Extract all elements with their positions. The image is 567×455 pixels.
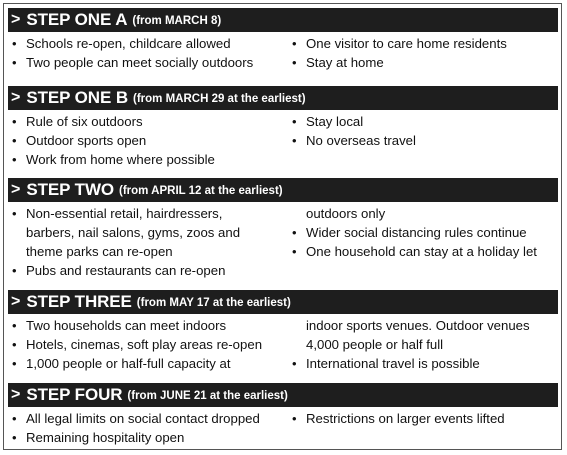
right-column (292, 316, 558, 373)
section-title: STEP ONE B (26, 88, 128, 107)
chevron-right-icon: > (11, 11, 21, 28)
bullet-icon: • (12, 152, 17, 167)
section-date: (from APRIL 12 at the earliest) (119, 185, 283, 197)
bullet-icon: • (12, 318, 17, 333)
bullet-icon: • (12, 36, 17, 51)
bullet-icon: • (292, 114, 297, 129)
bullet-icon: • (12, 263, 17, 278)
left-column (12, 204, 292, 280)
bullet-icon: • (292, 225, 297, 240)
chevron-right-icon: > (11, 181, 21, 198)
bullet-icon: • (12, 114, 17, 129)
section-header (8, 86, 558, 110)
list-item-continuation: indoor sports venues. Outdoor venues (306, 318, 530, 333)
list-item: • International travel is possible (292, 356, 480, 371)
left-column (12, 34, 292, 72)
section-title: STEP ONE A (26, 10, 128, 29)
left-column (12, 112, 292, 169)
left-column (12, 409, 292, 447)
list-item: • Non-essential retail, hairdressers, (12, 206, 223, 221)
right-column (292, 409, 558, 428)
list-item: • Rule of six outdoors (12, 114, 143, 129)
section-header (8, 8, 558, 32)
section-date: (from JUNE 21 at the earliest) (127, 390, 288, 402)
list-item: • One visitor to care home residents (292, 36, 507, 51)
list-item: • Two households can meet indoors (12, 318, 227, 333)
bullet-icon: • (292, 411, 297, 426)
section-date: (from MAY 17 at the earliest) (136, 297, 291, 309)
bullet-icon: • (292, 55, 297, 70)
list-item: • Restrictions on larger events lifted (292, 411, 505, 426)
list-item: • Outdoor sports open (12, 133, 147, 148)
list-item: • No overseas travel (292, 133, 416, 148)
section-header (8, 178, 558, 202)
list-item-continuation: outdoors only (306, 206, 386, 221)
section-title: STEP FOUR (26, 385, 123, 404)
roadmap-panel (3, 3, 562, 450)
left-column (12, 316, 292, 373)
section-date: (from MARCH 8) (132, 15, 222, 27)
list-item: • Schools re-open, childcare allowed (12, 36, 231, 51)
bullet-icon: • (12, 356, 17, 371)
list-item: • One household can stay at a holiday let (292, 244, 537, 259)
list-item: • Stay local (292, 114, 364, 129)
bullet-icon: • (12, 430, 17, 445)
list-item: • Remaining hospitality open (12, 430, 185, 445)
list-item: • Hotels, cinemas, soft play areas re-open (12, 337, 263, 352)
bullet-icon: • (12, 411, 17, 426)
chevron-right-icon: > (11, 293, 21, 310)
chevron-right-icon: > (11, 386, 21, 403)
list-item: • Two people can meet socially outdoors (12, 55, 254, 70)
chevron-right-icon: > (11, 89, 21, 106)
list-item: • Work from home where possible (12, 152, 215, 167)
section-title: STEP TWO (26, 180, 115, 199)
bullet-icon: • (12, 55, 17, 70)
bullet-icon: • (12, 206, 17, 221)
bullet-icon: • (292, 356, 297, 371)
list-item-continuation: theme parks can re-open (26, 244, 173, 259)
list-item: • Stay at home (292, 55, 384, 70)
list-item: • 1,000 people or half-full capacity at (12, 356, 231, 371)
list-item-continuation: barbers, nail salons, gyms, zoos and (26, 225, 241, 240)
bullet-icon: • (12, 337, 17, 352)
section-date: (from MARCH 29 at the earliest) (133, 93, 306, 105)
right-column (292, 204, 558, 261)
right-column (292, 34, 558, 72)
list-item: • Pubs and restaurants can re-open (12, 263, 226, 278)
section-title: STEP THREE (26, 292, 132, 311)
bullet-icon: • (292, 244, 297, 259)
bullet-icon: • (292, 36, 297, 51)
list-item-continuation: 4,000 people or half full (306, 337, 444, 352)
bullet-icon: • (12, 133, 17, 148)
right-column (292, 112, 558, 150)
bullet-icon: • (292, 133, 297, 148)
section-header (8, 383, 558, 407)
list-item: • All legal limits on social contact dropped (12, 411, 260, 426)
list-item: • Wider social distancing rules continue (292, 225, 527, 240)
section-header (8, 290, 558, 314)
